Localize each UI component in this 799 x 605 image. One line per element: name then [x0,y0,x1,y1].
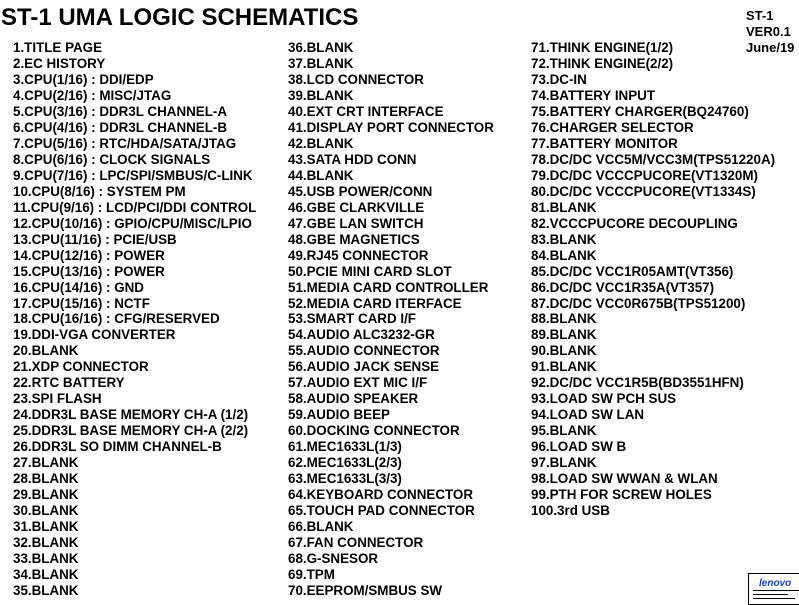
index-entry: 53.SMART CARD I/F [288,311,416,327]
index-entry: 20.BLANK [13,343,79,359]
index-entry: 84.BLANK [531,247,597,263]
divider [753,594,788,595]
index-column-3 [531,40,775,519]
index-entry: 40.EXT CRT INTERFACE [288,103,444,119]
index-entry: 100.3rd USB [531,503,610,519]
index-entry: 62.MEC1633L(2/3) [288,455,402,471]
index-entry: 15.CPU(13/16) : POWER [13,263,165,279]
index-entry: 65.TOUCH PAD CONNECTOR [288,503,475,519]
index-entry: 98.LOAD SW WWAN & WLAN [531,471,718,487]
index-entry: 72.THINK ENGINE(2/2) [531,55,674,71]
index-entry: 5.CPU(3/16) : DDR3L CHANNEL-A [13,103,228,119]
index-entry: 56.AUDIO JACK SENSE [288,359,440,375]
index-entry: 57.AUDIO EXT MIC I/F [288,375,428,391]
index-entry: 63.MEC1633L(3/3) [288,471,402,487]
divider [753,590,799,591]
index-entry: 79.DC/DC VCCCPUCORE(VT1320M) [531,167,758,183]
index-entry: 2.EC HISTORY [13,55,106,71]
project-code: ST-1 [746,8,774,23]
index-entry: 97.BLANK [531,455,597,471]
index-entry: 42.BLANK [288,135,354,151]
index-entry: 81.BLANK [531,199,597,215]
index-entry: 29.BLANK [13,487,79,503]
index-entry: 30.BLANK [13,503,79,519]
index-entry: 66.BLANK [288,519,354,535]
index-entry: 43.SATA HDD CONN [288,151,417,167]
index-column-1 [13,40,256,599]
index-entry: 9.CPU(7/16) : LPC/SPI/SMBUS/C-LINK [13,167,253,183]
index-column-2 [288,40,494,599]
index-entry: 31.BLANK [13,519,79,535]
index-entry: 1.TITLE PAGE [13,40,103,55]
index-entry: 33.BLANK [13,551,79,566]
index-entry: 45.USB POWER/CONN [288,183,433,199]
index-entry: 90.BLANK [531,343,597,359]
index-entry: 4.CPU(2/16) : MISC/JTAG [13,87,172,103]
index-entry: 50.PCIE MINI CARD SLOT [288,263,452,279]
index-entry: 38.LCD CONNECTOR [288,71,424,87]
index-entry: 14.CPU(12/16) : POWER [13,247,165,263]
index-entry: 67.FAN CONNECTOR [288,535,424,551]
index-entry: 52.MEDIA CARD ITERFACE [288,295,462,311]
index-entry: 74.BATTERY INPUT [531,87,656,103]
index-entry: 93.LOAD SW PCH SUS [531,391,677,407]
index-entry: 22.RTC BATTERY [13,375,125,391]
index-entry: 32.BLANK [13,535,79,551]
index-entry: 82.VCCCPUCORE DECOUPLING [531,215,738,231]
index-entry: 3.CPU(1/16) : DDI/EDP [13,71,154,87]
divider [753,598,795,599]
date-label: June/19 [746,40,795,55]
index-entry: 76.CHARGER SELECTOR [531,119,694,135]
index-entry: 23.SPI FLASH [13,391,102,407]
index-entry: 95.BLANK [531,423,597,439]
index-entry: 27.BLANK [13,455,79,471]
index-entry: 8.CPU(6/16) : CLOCK SIGNALS [13,151,211,167]
brand-logo-text: lenovo [759,578,792,589]
index-entry: 92.DC/DC VCC1R5B(BD3551HFN) [531,375,744,391]
index-entry: 28.BLANK [13,471,79,487]
index-entry: 34.BLANK [13,566,79,582]
index-entry: 89.BLANK [531,327,597,343]
index-entry: 25.DDR3L BASE MEMORY CH-A (2/2) [13,423,249,439]
index-entry: 6.CPU(4/16) : DDR3L CHANNEL-B [13,119,228,135]
index-entry: 59.AUDIO BEEP [288,407,390,423]
index-entry: 55.AUDIO CONNECTOR [288,343,440,359]
index-entry: 11.CPU(9/16) : LCD/PCI/DDI CONTROL [13,199,257,215]
index-entry: 21.XDP CONNECTOR [13,359,149,375]
index-entry: 85.DC/DC VCC1R05AMT(VT356) [531,263,734,279]
index-entry: 7.CPU(5/16) : RTC/HDA/SATA/JTAG [13,135,237,151]
index-entry: 73.DC-IN [531,71,587,87]
index-entry: 69.TPM [288,566,335,582]
index-entry: 71.THINK ENGINE(1/2) [531,40,674,55]
index-entry: 61.MEC1633L(1/3) [288,439,402,455]
index-entry: 12.CPU(10/16) : GPIO/CPU/MISC/LPIO [13,215,252,231]
index-entry: 44.BLANK [288,167,354,183]
index-entry: 46.GBE CLARKVILLE [288,199,425,215]
index-entry: 78.DC/DC VCC5M/VCC3M(TPS51220A) [531,151,776,167]
index-entry: 60.DOCKING CONNECTOR [288,423,460,439]
index-entry: 36.BLANK [288,40,354,55]
index-entry: 39.BLANK [288,87,354,103]
index-entry: 18.CPU(16/16) : CFG/RESERVED [13,311,220,327]
index-entry: 88.BLANK [531,311,597,327]
index-entry: 64.KEYBOARD CONNECTOR [288,487,474,503]
page-title: ST-1 UMA LOGIC SCHEMATICS [1,4,359,31]
index-entry: 70.EEPROM/SMBUS SW [288,582,443,598]
index-entry: 83.BLANK [531,231,597,247]
index-entry: 86.DC/DC VCC1R35A(VT357) [531,279,715,295]
index-entry: 68.G-SNESOR [288,551,379,566]
index-entry: 35.BLANK [13,582,79,598]
index-entry: 58.AUDIO SPEAKER [288,391,419,407]
index-entry: 51.MEDIA CARD CONTROLLER [288,279,489,295]
index-entry: 37.BLANK [288,55,354,71]
title-block-logo [748,573,799,605]
index-entry: 96.LOAD SW B [531,439,627,455]
index-entry: 87.DC/DC VCC0R675B(TPS51200) [531,295,746,311]
version-label: VER0.1 [746,24,791,39]
index-entry: 13.CPU(11/16) : PCIE/USB [13,231,177,247]
index-entry: 77.BATTERY MONITOR [531,135,678,151]
index-entry: 48.GBE MAGNETICS [288,231,420,247]
index-entry: 26.DDR3L SO DIMM CHANNEL-B [13,439,222,455]
index-entry: 19.DDI-VGA CONVERTER [13,327,176,343]
index-entry: 75.BATTERY CHARGER(BQ24760) [531,103,749,119]
index-entry: 80.DC/DC VCCCPUCORE(VT1334S) [531,183,756,199]
index-entry: 17.CPU(15/16) : NCTF [13,295,150,311]
index-entry: 16.CPU(14/16) : GND [13,279,144,295]
index-entry: 91.BLANK [531,359,597,375]
index-entry: 49.RJ45 CONNECTOR [288,247,429,263]
index-entry: 94.LOAD SW LAN [531,407,645,423]
index-entry: 10.CPU(8/16) : SYSTEM PM [13,183,186,199]
index-entry: 24.DDR3L BASE MEMORY CH-A (1/2) [13,407,249,423]
index-entry: 54.AUDIO ALC3232-GR [288,327,435,343]
index-entry: 99.PTH FOR SCREW HOLES [531,487,712,503]
index-entry: 47.GBE LAN SWITCH [288,215,424,231]
index-entry: 41.DISPLAY PORT CONNECTOR [288,119,494,135]
